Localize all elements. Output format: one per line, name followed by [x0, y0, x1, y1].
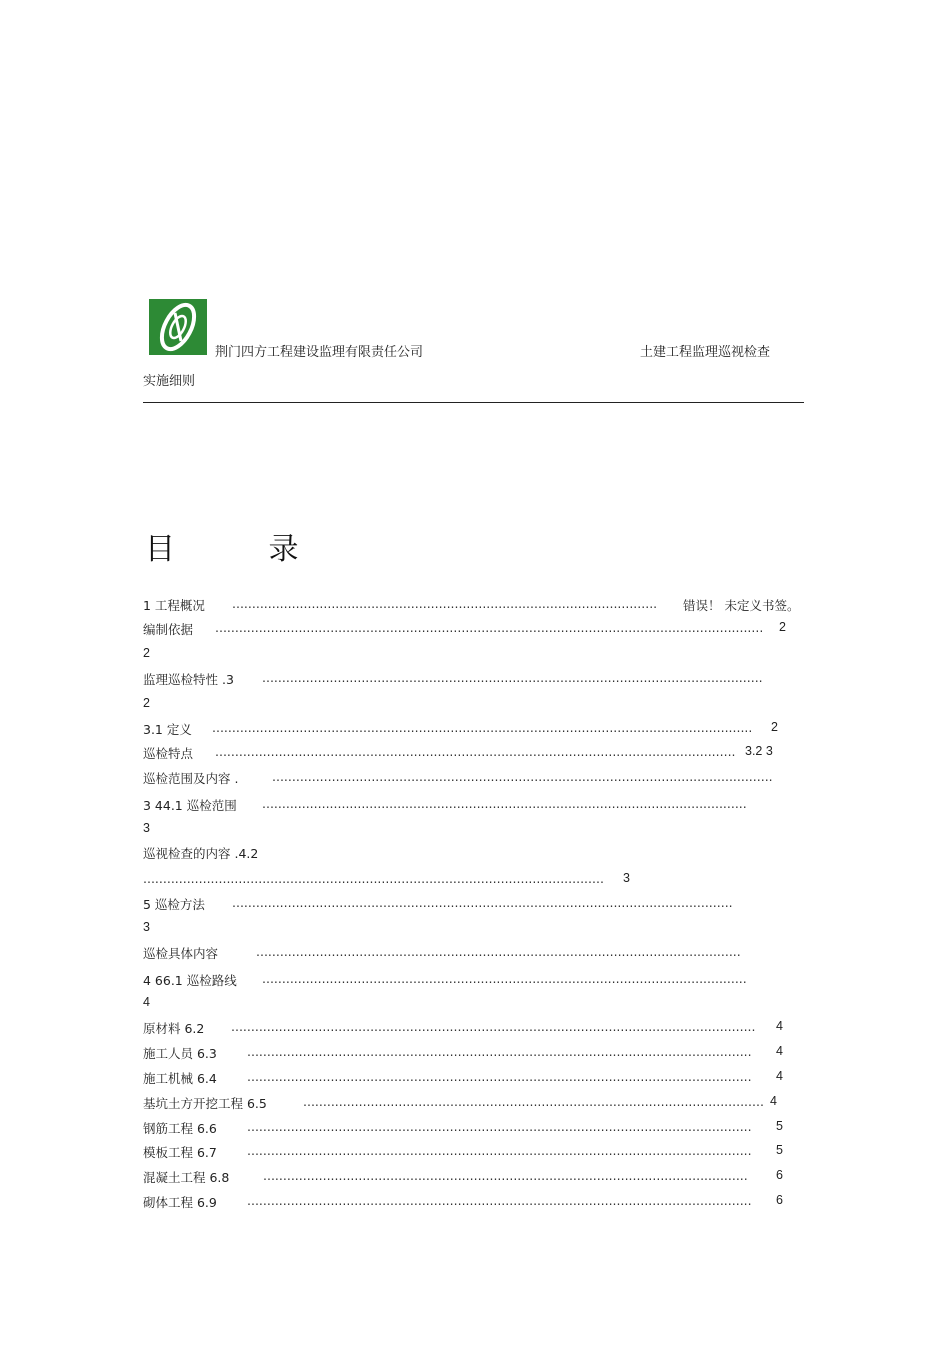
- toc-leader-dots: ....................................................................................................................................: [231, 1019, 756, 1034]
- toc-line: [143, 596, 205, 614]
- toc-leader-dots: ..........................................................................................................................................: [215, 620, 764, 635]
- toc-entry-text: 巡检范围及内容 .: [143, 771, 239, 786]
- toc-entry-text: 砌体工程 6.9: [143, 1195, 217, 1210]
- toc-entry-text: 2: [143, 646, 150, 660]
- toc-leader-dots: ..............................................................................................................................: [262, 670, 763, 685]
- toc-leader-dots: ........................................................................................................................................: [212, 720, 753, 735]
- toc-leader-dots: ..........................................................................................................................: [262, 971, 747, 986]
- toc-page-number: 3.2 3: [745, 744, 773, 758]
- company-name: 荆门四方工程建设监理有限责任公司: [215, 345, 424, 360]
- toc-entry-text: 原材料 6.2: [143, 1021, 205, 1036]
- toc-entry-text: 3 44.1 巡检范围: [143, 798, 237, 813]
- toc-leader-dots: ...............................................................................................................................: [247, 1069, 752, 1084]
- toc-entry-text: 模板工程 6.7: [143, 1145, 217, 1160]
- toc-entry-text: 2: [143, 696, 150, 710]
- toc-leader-dots: ...............................................................................................................................: [247, 1119, 752, 1134]
- toc-entry-text: 巡检具体内容: [143, 946, 219, 961]
- toc-page-ref: 错误！ 未定义书签。: [683, 598, 800, 613]
- toc-entry-text: 3: [143, 821, 150, 835]
- toc-leader-dots: ..........................................................................................................................: [263, 1168, 748, 1183]
- toc-entry-text: 混凝土工程 6.8: [143, 1170, 230, 1185]
- toc-leader-dots: ..........................................................................................................................: [262, 796, 747, 811]
- toc-leader-dots: ..............................................................................................................................: [272, 769, 773, 784]
- toc-entry-text: 5 巡检方法: [143, 897, 205, 912]
- toc-page-number: 5: [776, 1143, 783, 1157]
- toc-leader-dots: ...............................................................................................................................: [247, 1143, 752, 1158]
- toc-leader-dots: ...............................................................................................................................: [247, 1044, 752, 1059]
- toc-leader-dots: ..........................................................................................................................: [256, 944, 741, 959]
- toc-entry-text: 巡检特点: [143, 746, 194, 761]
- document-title-continued: 实施细则: [143, 374, 196, 389]
- toc-entry-text: 监理巡检特性 .3: [143, 672, 234, 687]
- document-title: 土建工程监理巡视检查: [640, 345, 771, 360]
- toc-page-number: 2: [779, 620, 786, 634]
- toc-entry-text: 3.1 定义: [143, 722, 192, 737]
- toc-leader-dots: ..............................................................................................................................: [232, 895, 733, 910]
- toc-entry-text: 1 工程概况: [143, 598, 205, 613]
- company-logo: [149, 299, 207, 355]
- toc-page-number: 4: [776, 1019, 783, 1033]
- toc-leader-dots: ...............................................................................................................................: [247, 1193, 752, 1208]
- toc-leader-dots: ...........................................................................................................: [232, 596, 658, 611]
- toc-leader-dots: ....................................................................................................................: [143, 871, 604, 886]
- toc-title: 目 录: [145, 532, 341, 567]
- toc-page-number: 4: [770, 1094, 777, 1108]
- toc-entry-text: 基坑土方开挖工程 6.5: [143, 1096, 267, 1111]
- toc-page-number: 5: [776, 1119, 783, 1133]
- toc-page-number: 6: [776, 1193, 783, 1207]
- toc-entry-text: 4: [143, 995, 150, 1009]
- toc-leader-dots: ...................................................................................................................................: [215, 744, 736, 759]
- toc-entry-text: 钢筋工程 6.6: [143, 1121, 217, 1136]
- toc-page-number: 2: [771, 720, 778, 734]
- toc-page-number: 6: [776, 1168, 783, 1182]
- toc-entry-text: 编制依据: [143, 622, 194, 637]
- toc-page-number: 3: [623, 871, 630, 885]
- toc-entry-text: 4 66.1 巡检路线: [143, 973, 237, 988]
- toc-entry-text: 巡视检查的内容 .4.2: [143, 846, 259, 861]
- toc-page-number: 4: [776, 1044, 783, 1058]
- header-rule: [143, 402, 804, 403]
- toc-entry-text: 3: [143, 920, 150, 934]
- toc-entry-text: 施工机械 6.4: [143, 1071, 217, 1086]
- toc-leader-dots: ....................................................................................................................: [303, 1094, 764, 1109]
- toc-page-number: 4: [776, 1069, 783, 1083]
- toc-entry-text: 施工人员 6.3: [143, 1046, 217, 1061]
